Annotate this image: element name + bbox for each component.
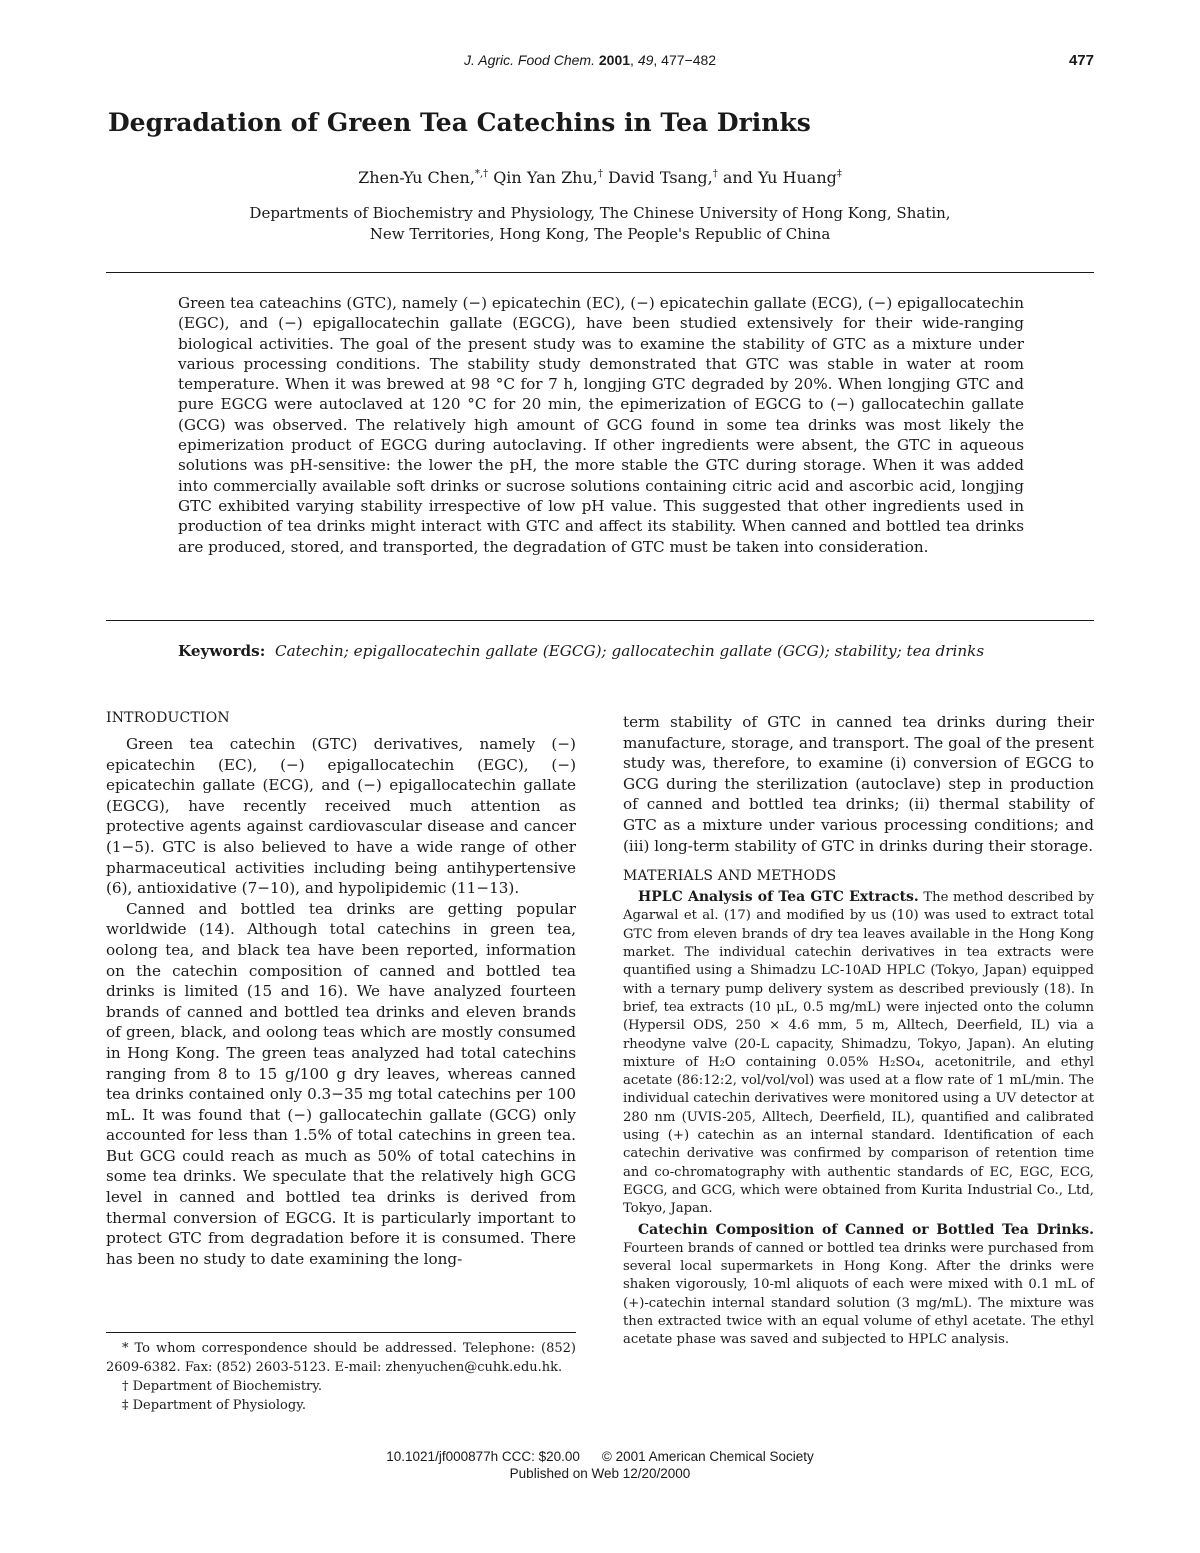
paragraph-continued: term stability of GTC in canned tea drinks during their manufacture, storage, and transport. The goal of the present study was, therefore, to examine (i) conversion of EGCG to GCG during the sterilization (autoclave) step in production of canned and bottled tea drinks; (ii) thermal stability of GTC as a mixture under various processing conditions; and (iii) long-term stability of GTC in drinks during their storage. (623, 713, 1094, 855)
author-name: Zhen-Yu Chen, (358, 168, 475, 187)
affiliation-line: Departments of Biochemistry and Physiology, The Chinese University of Hong Kong, Shatin, (249, 204, 951, 222)
affiliation (0, 203, 1200, 245)
published-date: Published on Web 12/20/2000 (509, 1466, 691, 1481)
copyright: © 2001 American Chemical Society (601, 1449, 814, 1464)
page-number: 477 (1068, 52, 1094, 69)
footnote: ‡ Department of Physiology. (122, 1398, 306, 1413)
keywords (178, 641, 1024, 662)
run-in-heading: HPLC Analysis of Tea GTC Extracts. (638, 889, 919, 906)
journal-name: J. Agric. Food Chem. (464, 52, 595, 68)
paragraph: Canned and bottled tea drinks are getting popular worldwide (14). Although total catechins in green tea, oolong tea, and black tea have been reported, information on the catechin composition of canned and bottled tea drinks is limited (15 and 16). We have analyzed fourteen brands of canned and bottled tea drinks and eleven brands of green, black, and oolong teas which are mostly consumed in Hong Kong. The green teas analyzed had total catechins ranging from 8 to 15 g/100 g dry leaves, whereas canned tea drinks contained only 0.3−35 mg total catechins per 100 mL. It was found that (−) gallocatechin gallate (GCG) only accounted for less than 1.5% of total catechins in green tea. But GCG could reach as much as 50% of total catechins in some tea drinks. We speculate that the relatively high GCG level in canned and bottled tea drinks is derived from thermal conversion of EGCG. It is particularly important to protect GTC from degradation before it is consumed. There has been no study to date examining the long- (106, 899, 576, 1268)
paragraph-text: Fourteen brands of canned or bottled tea drinks were purchased from several local supermarkets in Hong Kong. After the drinks were shaken vigorously, 10-ml aliquots of each were mixed with 0.1 mL of (+)-catechin internal standard solution (3 mg/mL). The mixture was then extracted twice with an equal volume of ethyl acetate. The ethyl acetate phase was saved and subjected to HPLC analysis. (623, 1240, 1094, 1348)
author-mark: † (597, 168, 603, 180)
divider (106, 272, 1094, 273)
author-mark: *,† (474, 168, 489, 180)
keywords-label: Keywords: (178, 642, 266, 660)
author-list (0, 168, 1200, 187)
paragraph (623, 888, 1094, 1218)
journal-year: 2001 (598, 52, 631, 68)
author-name: Qin Yan Zhu, (493, 168, 598, 187)
journal-citation: J. Agric. Food Chem. 2001, 49, 477−482 (464, 52, 717, 68)
left-column (106, 710, 576, 1269)
running-head (0, 52, 1200, 72)
paragraph (623, 1221, 1094, 1350)
author-name: and Yu Huang (722, 168, 837, 187)
affiliation-line: New Territories, Hong Kong, The People's Republic of China (369, 225, 831, 243)
divider (106, 620, 1094, 621)
doi-price: 10.1021/jf000877h CCC: $20.00 (386, 1449, 580, 1464)
keywords-text: Catechin; epigallocatechin gallate (EGCG); gallocatechin gallate (GCG); stability; tea drinks (275, 642, 985, 660)
abstract: Green tea cateachins (GTC), namely (−) epicatechin (EC), (−) epicatechin gallate (ECG), (−) epigallocatechin (EGC), and (−) epigallocatechin gallate (EGCG), have been studied extensively for their wide-ranging biological activities. The goal of the present study was to examine the stability of GTC as a mixture under various processing conditions. The stability study demonstrated that GTC was stable in water at room temperature. When it was brewed at 98 °C for 7 h, longjing GTC degraded by 20%. When longjing GTC and pure EGCG were autoclaved at 120 °C for 20 min, the epimerization of EGCG to (−) gallocatechin gallate (GCG) was observed. The relatively high amount of GCG found in some tea drinks was most likely the epimerization product of EGCG during autoclaving. If other ingredients were absent, the GTC in aqueous solutions was pH-sensitive: the lower the pH, the more stable the GTC during storage. When it was added into commercially available soft drinks or sucrose solutions containing citric acid and ascorbic acid, longjing GTC exhibited varying stability irrespective of low pH value. This suggested that other ingredients used in production of tea drinks might interact with GTC and affect its stability. When canned and bottled tea drinks are produced, stored, and transported, the degradation of GTC must be taken into consideration. (178, 294, 1024, 556)
run-in-heading: Catechin Composition of Canned or Bottled Tea Drinks. (638, 1221, 1094, 1238)
footnote: * To whom correspondence should be addressed. Telephone: (852) 2609-6382. Fax: (852) 2603-5123. E-mail: zhenyuchen@cuhk.edu.hk. (106, 1341, 576, 1375)
footnote: † Department of Biochemistry. (122, 1379, 323, 1394)
journal-volume: 49 (637, 52, 654, 68)
right-column (623, 712, 1094, 1350)
journal-pages: 477−482 (661, 52, 717, 68)
publication-footer (0, 1448, 1200, 1482)
author-name: David Tsang, (607, 168, 713, 187)
footnote-divider (106, 1332, 576, 1333)
paragraph-text: The method described by Agarwal et al. (17) and modified by us (10) was used to extract total GTC from eleven brands of dry tea leaves available in the Hong Kong market. The individual catechin derivatives in tea extracts were quantified using a Shimadzu LC-10AD HPLC (Tokyo, Japan) equipped with a ternary pump delivery system as described previously (18). In brief, tea extracts (10 μL, 0.5 mg/mL) were injected onto the column (Hypersil ODS, 250 × 4.6 mm, 5 m, Alltech, Deerfield, IL) via a rheodyne valve (20-L capacity, Shimadzu, Tokyo, Japan). An eluting mixture of H₂O containing 0.05% H₂SO₄, acetonitrile, and ethyl acetate (86:12:2, vol/vol/vol) was used at a flow rate of 1 mL/min. The individual catechin derivatives were monitored using a UV detector at 280 nm (UVIS-205, Alltech, Deerfield, IL), quantified and calibrated using (+) catechin as an internal standard. Identification of each catechin derivative was confirmed by comparison of retention time and co-chromatography with authentic standards of EC, EGC, ECG, EGCG, and GCG, which were obtained from Kurita Industrial Co., Ltd, Tokyo, Japan. (623, 890, 1094, 1217)
section-heading-introduction: INTRODUCTION (106, 710, 230, 726)
paragraph: Green tea catechin (GTC) derivatives, namely (−) epicatechin (EC), (−) epigallocatechin (EGC), (−) epicatechin gallate (ECG), and (−) epigallocatechin gallate (EGCG), have recently received much attention as protective agents against cardiovascular disease and cancer (1−5). GTC is also believed to have a wide range of other pharmaceutical activities including being antihypertensive (6), antioxidative (7−10), and hypolipidemic (11−13). (106, 735, 576, 898)
author-mark: † (712, 168, 718, 180)
section-heading-methods: MATERIALS AND METHODS (623, 868, 837, 885)
author-mark: ‡ (836, 168, 842, 180)
article-title: Degradation of Green Tea Catechins in Tea Drinks (108, 108, 811, 137)
footnotes (106, 1332, 576, 1415)
